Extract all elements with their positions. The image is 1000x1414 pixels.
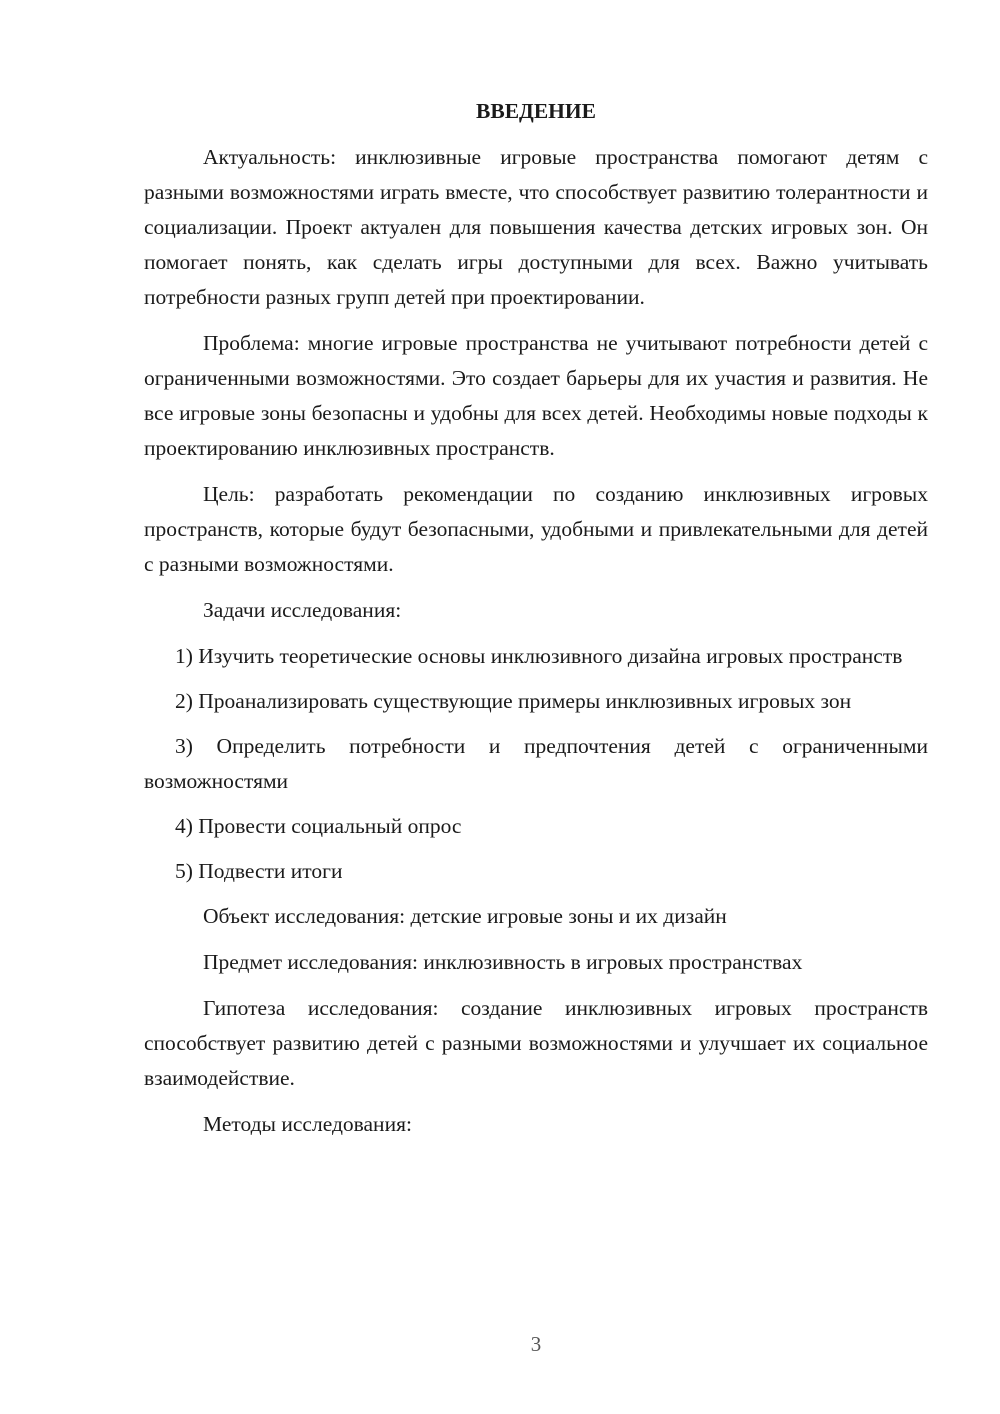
page-number: 3 <box>530 1332 542 1356</box>
methods-heading: Методы исследования: <box>203 1112 412 1136</box>
paragraph-problem: Проблема: многие игровые пространства не учитывают потребности детей с ограниченными возможностями. Это создает барьеры для их участия и развития. Не все игровые зоны безопасны и удобны для всех детей. Необходимы новые подходы к проектированию инклюзивных пространств. <box>144 331 928 460</box>
paragraph-goal: Цель: разработать рекомендации по созданию инклюзивных игровых пространств, которые будут безопасными, удобными и привлекательными для детей с разными возможностями. <box>144 482 928 576</box>
tasks-heading: Задачи исследования: <box>203 598 402 622</box>
list-item: 3) Определить потребности и предпочтения детей с ограниченными возможностями <box>144 734 928 793</box>
paragraph-hypothesis: Гипотеза исследования: создание инклюзивных игровых пространств способствует развитию детей с разными возможностями и улучшает их социальное взаимодействие. <box>144 996 928 1090</box>
list-item: 4) Провести социальный опрос <box>175 814 462 838</box>
list-item: 1) Изучить теоретические основы инклюзивного дизайна игровых пространств <box>175 644 903 668</box>
tasks-list <box>144 639 928 889</box>
paragraph-object: Объект исследования: детские игровые зоны и их дизайн <box>203 904 727 928</box>
paragraph-subject: Предмет исследования: инклюзивность в игровых пространствах <box>203 950 803 974</box>
list-item: 2) Проанализировать существующие примеры инклюзивных игровых зон <box>175 689 852 713</box>
page-title: ВВЕДЕНИЕ <box>476 99 596 123</box>
paragraph-relevance: Актуальность: инклюзивные игровые пространства помогают детям с разными возможностями играть вместе, что способствует развитию толерантности и социализации. Проект актуален для повышения качества детских игровых зон. Он помогает понять, как сделать игры доступными для всех. Важно учитывать потребности разных групп детей при проектировании. <box>144 145 928 309</box>
list-item: 5) Подвести итоги <box>175 859 343 883</box>
document-page <box>144 95 928 1153</box>
